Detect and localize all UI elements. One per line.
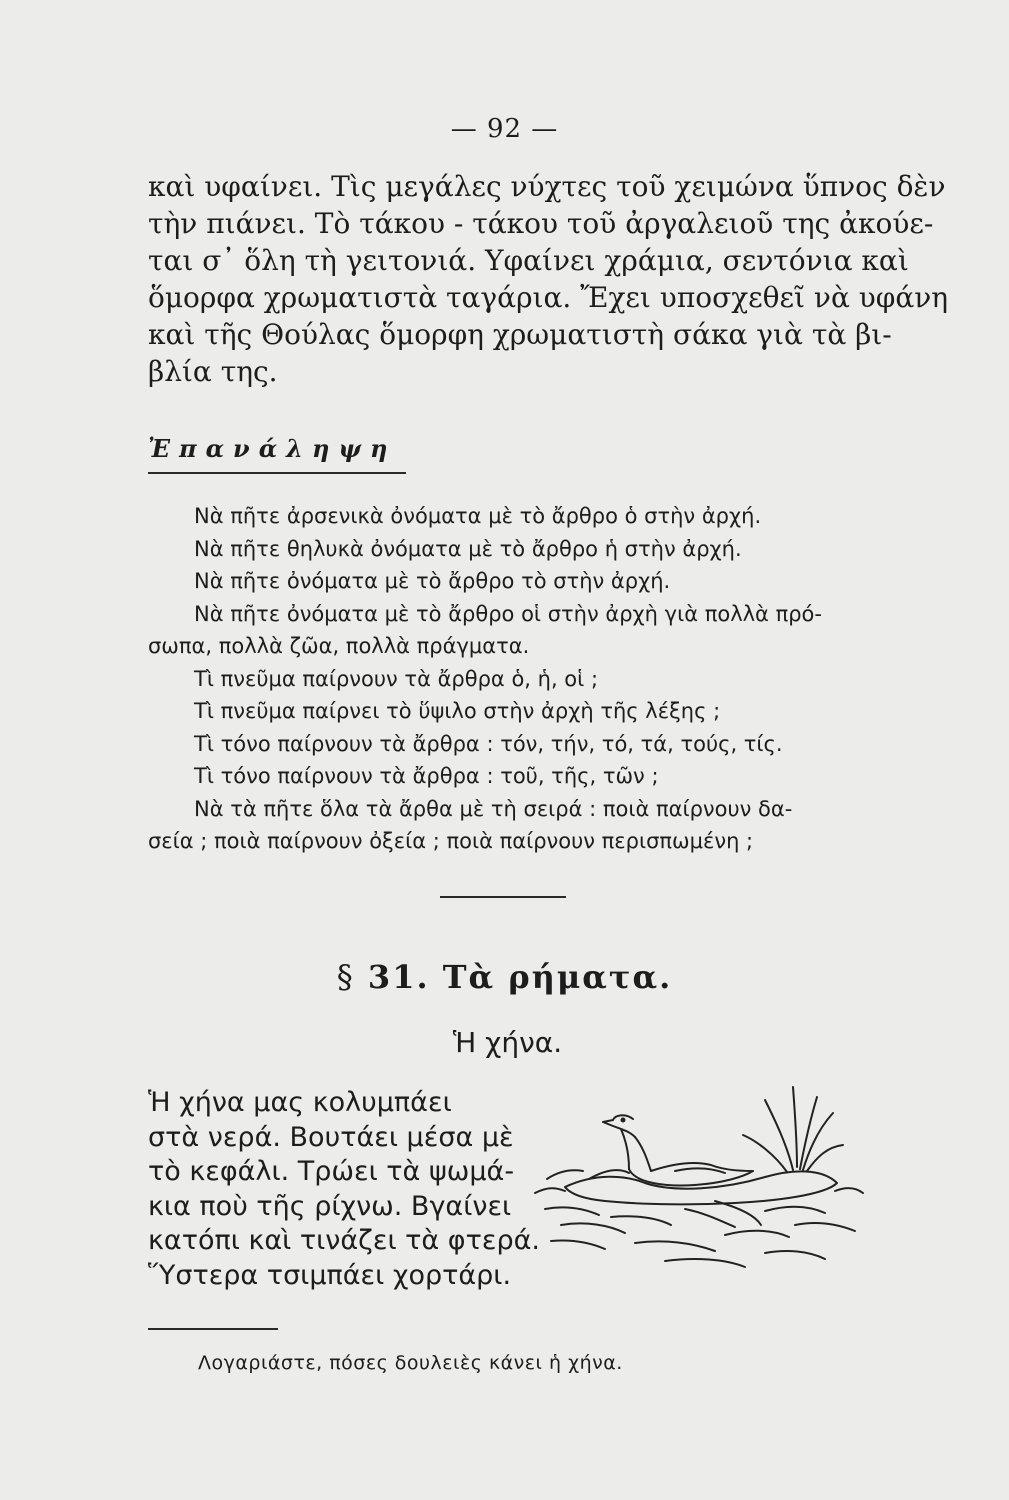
exercise-line: Τὶ τόνο παίρνουν τὰ ἄρθρα : τοῦ, τῆς, τῶν ;	[194, 764, 659, 788]
exercise-line: Νὰ πῆτε ἀρσενικὰ ὀνόματα μὲ τὸ ἄρθρο ὁ στὴν ἀρχή.	[194, 504, 762, 528]
water-line	[611, 1216, 671, 1225]
exercise-line: σωπα, πολλὰ ζῶα, πολλὰ πράγματα.	[148, 634, 530, 658]
goose-eye	[622, 1119, 625, 1122]
water-line	[551, 1240, 605, 1249]
reed-stroke	[743, 1135, 787, 1172]
exercise-line: Νὰ πῆτε θηλυκὰ ὀνόματα μὲ τὸ ἄρθρο ἡ στὴν ἀρχή.	[194, 536, 742, 561]
exercise-line: Νὰ τὰ πῆτε ὅλα τὰ ἄρθα μὲ τὴ σειρά : ποιὰ παίρνουν δα-	[194, 796, 793, 821]
intro-line: ὅμορφα χρωματιστὰ ταγάρια. Ἔχει υποσχεθεῖ νὰ υφάνη	[148, 281, 949, 314]
exercise-line: Τὶ τόνο παίρνουν τὰ ἄρθρα : τόν, τήν, τό, τά, τούς, τίς.	[194, 731, 783, 756]
water-line	[765, 1207, 825, 1213]
water-line	[835, 1188, 863, 1193]
page-number: — 92 —	[450, 114, 559, 144]
reed-stroke	[800, 1097, 817, 1169]
goose-head	[603, 1115, 635, 1137]
water-line	[665, 1259, 745, 1267]
section-number: 31.	[367, 958, 430, 996]
footnote-rule	[148, 1328, 278, 1330]
reed-stroke	[803, 1113, 833, 1170]
revision-exercises	[148, 500, 868, 858]
story-line: κια ποὺ τῆς ρίχνω. Βγαίνει	[148, 1190, 512, 1222]
section-title	[0, 958, 1009, 996]
intro-line: τὴν πιάνει. Τὸ τάκου - τάκου τοῦ ἀργαλειοῦ της ἀκούε-	[148, 207, 934, 240]
section-title-text: Τὰ ρήματα.	[442, 958, 673, 996]
intro-line: βλία της.	[148, 355, 278, 388]
shore-detail	[685, 1209, 735, 1227]
section-symbol: §	[336, 958, 355, 996]
story-line: κατόπι καὶ τινάζει τὰ φτερά.	[148, 1225, 540, 1256]
exercise-line: Τὶ πνεῦμα παίρνει τὸ ὕψιλο στὴν ἀρχὴ τῆς λέξης ;	[194, 699, 721, 723]
exercise-line: σεία ; ποιὰ παίρνουν ὀξεία ; ποιὰ παίρνουν περισπωμένη ;	[148, 829, 754, 853]
story-line: Ἡ χήνα μας κολυμπάει	[148, 1087, 452, 1118]
goose-illustration	[525, 1075, 870, 1275]
intro-line: καὶ τῆς Θούλας ὅμορφη χρωματιστὴ σάκα γιὰ τὰ βι-	[148, 318, 892, 351]
task-prompt: Λογαριάστε, πόσες δουλειὲς κάνει ἡ χήνα.	[198, 1352, 623, 1374]
story-title: Ἡ χήνα.	[452, 1026, 563, 1059]
intro-paragraph	[148, 168, 949, 390]
exercise-line: Τὶ πνεῦμα παίρνουν τὰ ἄρθρα ὁ, ἡ, οἱ ;	[194, 666, 599, 691]
goose-neck-front	[621, 1129, 629, 1169]
goose-neck	[635, 1137, 651, 1171]
goose-story	[148, 1086, 540, 1293]
shore-outline	[565, 1171, 837, 1204]
section-separator	[440, 896, 566, 898]
water-line	[795, 1223, 855, 1231]
revision-heading: Ἐπανάληψη	[148, 434, 397, 463]
story-line: στὰ νερά. Βουτάει μέσα μὲ	[148, 1121, 514, 1153]
story-line: Ὕστερα τσιμπάει χορτάρι.	[148, 1259, 512, 1291]
water-line	[545, 1207, 599, 1215]
intro-line: ται σ᾽ ὅλη τὴ γειτονιά. Υφαίνει χράμια, σεντόνια καὶ	[148, 244, 909, 277]
goose-body	[629, 1163, 753, 1185]
exercise-line: Νὰ πῆτε ὀνόματα μὲ τὸ ἄρθρο οἱ στὴν ἀρχὴ γιὰ πολλὰ πρό-	[194, 601, 822, 626]
reed-stroke	[793, 1087, 797, 1167]
water-line	[547, 1170, 583, 1179]
water-line	[561, 1223, 625, 1233]
intro-line: καὶ υφαίνει. Τὶς μεγάλες νύχτες τοῦ χειμώνα ὕπνος δὲν	[148, 170, 946, 203]
goose-wing	[675, 1168, 725, 1173]
reed-stroke	[765, 1100, 793, 1170]
water-line	[725, 1231, 789, 1237]
story-line: τὸ κεφάλι. Τρώει τὰ ψωμά-	[148, 1156, 515, 1187]
water-line	[535, 1188, 565, 1193]
water-line	[635, 1241, 715, 1251]
revision-heading-underline	[148, 472, 406, 474]
water-line	[765, 1251, 825, 1259]
exercise-line: Νὰ πῆτε ὀνόματα μὲ τὸ ἄρθρο τὸ στὴν ἀρχή.	[194, 569, 671, 593]
reed-stroke	[807, 1145, 843, 1171]
